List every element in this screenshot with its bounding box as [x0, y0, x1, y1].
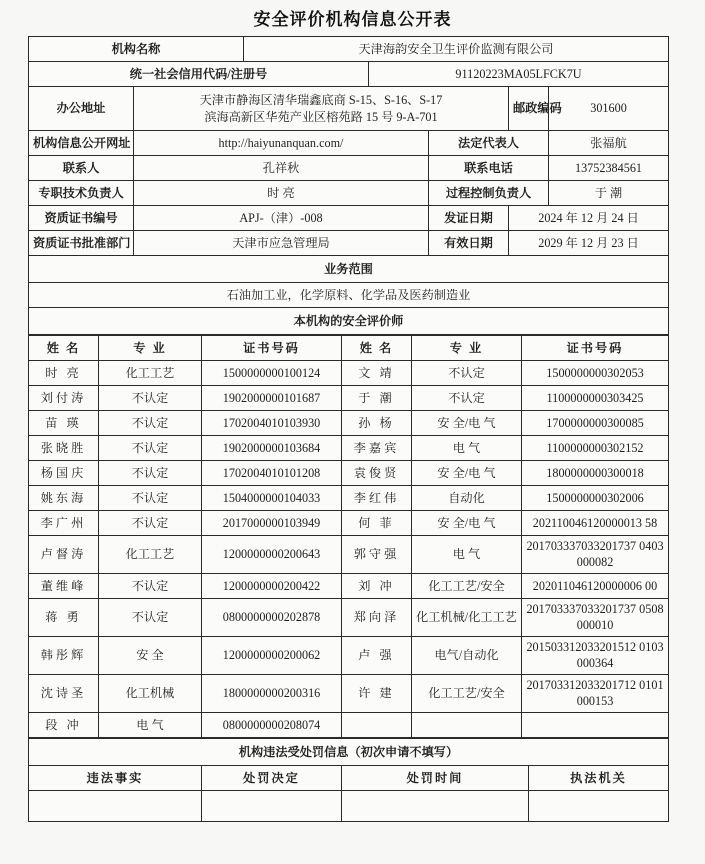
assessor-major-left: 安 全	[99, 636, 202, 674]
assessor-cert-left: 1702004010103930	[202, 411, 342, 436]
assessor-major-right: 化工工艺/安全	[412, 573, 522, 598]
table-row	[29, 486, 669, 511]
assessor-cert-left: 1902000000103684	[202, 436, 342, 461]
assessor-cert-left: 0800000000208074	[202, 712, 342, 737]
penalty-table	[28, 738, 669, 822]
office-address-line-1: 天津市静海区清华瑞鑫底商 S-15、S-16、S-17	[199, 93, 443, 108]
assessor-name-left: 时 亮	[29, 361, 99, 386]
penalty-section-row	[29, 738, 669, 765]
table-row	[29, 511, 669, 536]
assessor-major-left: 不认定	[99, 486, 202, 511]
business-scope-content: 石油加工业，化学原料、化学品及医药制造业	[29, 283, 669, 308]
assessor-name-left: 卢督涛	[29, 536, 99, 574]
assessor-cert-left: 0800000000202878	[202, 598, 342, 636]
assessor-cert-left: 1902000000101687	[202, 386, 342, 411]
contact-label: 联系人	[29, 156, 134, 181]
assessor-major-left: 不认定	[99, 598, 202, 636]
phone-value: 13752384561	[549, 156, 669, 181]
postcode-value: 301600	[549, 87, 669, 131]
assessor-cert-left: 1702004010101208	[202, 461, 342, 486]
assessor-cert-left: 1200000000200422	[202, 573, 342, 598]
org-info-table	[28, 36, 669, 335]
penalty-cell-decision	[202, 790, 342, 821]
penalty-empty-row	[29, 790, 669, 821]
office-address-line-2: 滨海高新区华苑产业区榕苑路 15 号 9-A-701	[204, 109, 438, 124]
tech-lead-label: 专职技术负责人	[29, 181, 134, 206]
approval-dept-value: 天津市应急管理局	[134, 231, 429, 256]
assessors-table	[28, 335, 669, 738]
row-org-name	[29, 37, 669, 62]
assessor-name-right: 文 靖	[342, 361, 412, 386]
assessor-name-left: 段 冲	[29, 712, 99, 737]
assessor-name-right: 刘 冲	[342, 573, 412, 598]
postcode-label: 邮政编码	[509, 87, 549, 131]
table-row	[29, 536, 669, 574]
table-row	[29, 436, 669, 461]
assessor-cert-right: 1800000000300018	[522, 461, 669, 486]
assessor-major-left: 不认定	[99, 573, 202, 598]
org-name-value: 天津海韵安全卫生评价监测有限公司	[244, 37, 669, 62]
assessor-cert-left: 1504000000104033	[202, 486, 342, 511]
penalty-header-row	[29, 765, 669, 790]
assessor-cert-right: 202110046120000013 58	[522, 511, 669, 536]
website-label: 机构信息公开网址	[29, 131, 134, 156]
assessor-cert-right: 202011046120000006 00	[522, 573, 669, 598]
credit-code-label: 统一社会信用代码/注册号	[29, 62, 369, 87]
penalty-col-decision: 处罚决定	[202, 765, 342, 790]
office-address-label: 办公地址	[29, 87, 134, 131]
issue-date-value: 2024 年 12 月 24 日	[509, 206, 669, 231]
assessor-name-right: 于 潮	[342, 386, 412, 411]
assessor-cert-right: 1100000000302152	[522, 436, 669, 461]
valid-date-label: 有效日期	[429, 231, 509, 256]
penalty-col-time: 处罚时间	[342, 765, 529, 790]
cert-no-label: 资质证书编号	[29, 206, 134, 231]
assessor-cert-left: 1200000000200062	[202, 636, 342, 674]
table-row	[29, 573, 669, 598]
col-header-name-right: 姓 名	[342, 336, 412, 361]
row-approval-dept	[29, 231, 669, 256]
assessor-major-left: 不认定	[99, 386, 202, 411]
assessor-major-right: 安 全/电 气	[412, 411, 522, 436]
row-assessors-title	[29, 308, 669, 335]
col-header-major-right: 专 业	[412, 336, 522, 361]
assessor-major-left: 不认定	[99, 461, 202, 486]
assessor-major-right	[412, 712, 522, 737]
assessor-name-left: 韩彤辉	[29, 636, 99, 674]
assessor-cert-right: 201503312033201512 0103000364	[522, 636, 669, 674]
table-row	[29, 712, 669, 737]
assessor-name-left: 苗 瑛	[29, 411, 99, 436]
assessor-name-left: 刘付涛	[29, 386, 99, 411]
table-row	[29, 636, 669, 674]
assessor-cert-right: 201703337033201737 0403000082	[522, 536, 669, 574]
assessor-major-right: 电 气	[412, 536, 522, 574]
col-header-name-left: 姓 名	[29, 336, 99, 361]
col-header-major-left: 专 业	[99, 336, 202, 361]
issue-date-label: 发证日期	[429, 206, 509, 231]
penalty-col-authority: 执法机关	[529, 765, 669, 790]
cert-no-value: APJ-（津）-008	[134, 206, 429, 231]
assessor-cert-right: 201703312033201712 0101000153	[522, 674, 669, 712]
row-contact	[29, 156, 669, 181]
assessor-name-left: 董维峰	[29, 573, 99, 598]
credit-code-value: 91120223MA05LFCK7U	[369, 62, 669, 87]
assessor-name-right	[342, 712, 412, 737]
row-business-scope-content	[29, 283, 669, 308]
business-scope-title: 业务范围	[29, 256, 669, 283]
website-value[interactable]: http://haiyunanquan.com/	[134, 131, 429, 156]
assessor-major-right: 自动化	[412, 486, 522, 511]
assessor-cert-left: 1800000000200316	[202, 674, 342, 712]
assessor-name-right: 许 建	[342, 674, 412, 712]
assessors-header-row	[29, 336, 669, 361]
col-header-cert-left: 证书号码	[202, 336, 342, 361]
row-cert-no	[29, 206, 669, 231]
process-lead-value: 于 潮	[549, 181, 669, 206]
col-header-cert-right: 证书号码	[522, 336, 669, 361]
assessor-major-left: 电 气	[99, 712, 202, 737]
assessor-major-right: 不认定	[412, 386, 522, 411]
assessor-name-left: 李广州	[29, 511, 99, 536]
assessor-cert-right: 1700000000300085	[522, 411, 669, 436]
penalty-cell-fact	[29, 790, 202, 821]
assessor-name-right: 郭守强	[342, 536, 412, 574]
table-row	[29, 461, 669, 486]
legal-rep-label: 法定代表人	[429, 131, 549, 156]
assessors-section-title: 本机构的安全评价师	[29, 308, 669, 335]
assessor-cert-left: 1500000000100124	[202, 361, 342, 386]
row-office-address	[29, 87, 669, 131]
valid-date-value: 2029 年 12 月 23 日	[509, 231, 669, 256]
assessor-major-right: 电气/自动化	[412, 636, 522, 674]
assessor-name-right: 卢 强	[342, 636, 412, 674]
tech-lead-value: 时 亮	[134, 181, 429, 206]
row-credit-code	[29, 62, 669, 87]
assessor-name-left: 张晓胜	[29, 436, 99, 461]
assessor-major-right: 化工机械/化工工艺	[412, 598, 522, 636]
table-row	[29, 598, 669, 636]
process-lead-label: 过程控制负责人	[429, 181, 549, 206]
contact-value: 孔祥秋	[134, 156, 429, 181]
table-row	[29, 674, 669, 712]
row-business-scope-title	[29, 256, 669, 283]
assessor-major-right: 安 全/电 气	[412, 461, 522, 486]
assessor-name-left: 蒋 勇	[29, 598, 99, 636]
page-title: 安全评价机构信息公开表	[253, 10, 452, 29]
office-address-value	[134, 87, 509, 131]
penalty-section-title: 机构违法受处罚信息（初次申请不填写）	[29, 738, 669, 765]
table-row	[29, 411, 669, 436]
assessor-name-left: 杨国庆	[29, 461, 99, 486]
assessor-name-right: 李嘉宾	[342, 436, 412, 461]
assessor-major-left: 不认定	[99, 436, 202, 461]
assessor-name-right: 何 菲	[342, 511, 412, 536]
assessor-name-right: 孙 杨	[342, 411, 412, 436]
assessor-cert-left: 1200000000200643	[202, 536, 342, 574]
assessor-major-left: 化工工艺	[99, 536, 202, 574]
assessor-major-right: 电 气	[412, 436, 522, 461]
penalty-cell-authority	[529, 790, 669, 821]
assessor-major-right: 安 全/电 气	[412, 511, 522, 536]
assessor-cert-right: 1500000000302053	[522, 361, 669, 386]
assessor-major-right: 化工工艺/安全	[412, 674, 522, 712]
row-tech-lead	[29, 181, 669, 206]
table-row	[29, 361, 669, 386]
row-website	[29, 131, 669, 156]
penalty-cell-time	[342, 790, 529, 821]
assessor-major-left: 不认定	[99, 411, 202, 436]
assessor-cert-left: 2017000000103949	[202, 511, 342, 536]
assessor-cert-right: 1500000000302006	[522, 486, 669, 511]
assessor-major-left: 不认定	[99, 511, 202, 536]
assessor-name-right: 李红伟	[342, 486, 412, 511]
assessor-cert-right: 1100000000303425	[522, 386, 669, 411]
assessor-major-left: 化工机械	[99, 674, 202, 712]
assessor-major-left: 化工工艺	[99, 361, 202, 386]
assessor-name-left: 沈诗圣	[29, 674, 99, 712]
legal-rep-value: 张福航	[549, 131, 669, 156]
assessor-name-left: 姚东海	[29, 486, 99, 511]
assessor-name-right: 郑向泽	[342, 598, 412, 636]
assessor-cert-right: 201703337033201737 0508000010	[522, 598, 669, 636]
assessor-name-right: 袁俊贤	[342, 461, 412, 486]
penalty-col-fact: 违法事实	[29, 765, 202, 790]
table-row	[29, 386, 669, 411]
phone-label: 联系电话	[429, 156, 549, 181]
assessor-cert-right	[522, 712, 669, 737]
approval-dept-label: 资质证书批准部门	[29, 231, 134, 256]
assessor-major-right: 不认定	[412, 361, 522, 386]
org-name-label: 机构名称	[29, 37, 244, 62]
